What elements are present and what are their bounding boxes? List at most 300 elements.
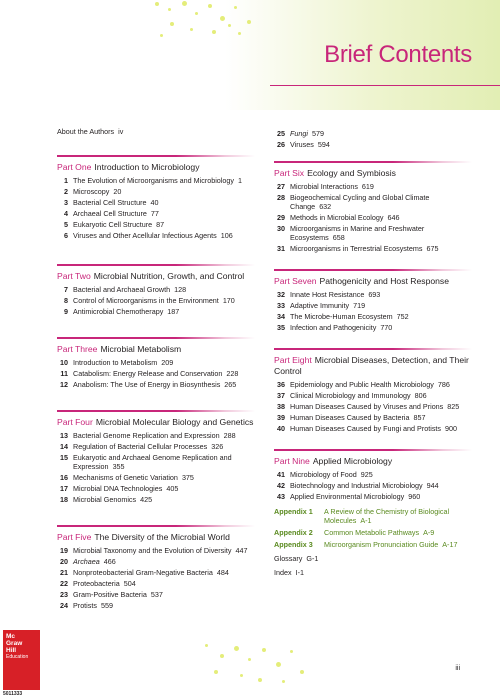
front-matter-label: About the Authors <box>57 127 115 136</box>
chapter-entry[interactable] <box>57 601 255 610</box>
chapter-page: 579 <box>311 129 324 138</box>
part-section <box>274 265 472 332</box>
chapter-page: 228 <box>226 369 239 378</box>
chapter-page: 504 <box>123 579 136 588</box>
chapter-page: 719 <box>353 301 366 310</box>
part-rule <box>57 337 255 339</box>
part-heading[interactable] <box>274 353 472 380</box>
chapter-title: Mechanisms of Genetic Variation <box>73 473 178 482</box>
chapter-number: 13 <box>60 431 68 440</box>
chapter-title: Infection and Pathogenicity <box>290 323 377 332</box>
chapter-entry[interactable] <box>57 568 255 577</box>
chapter-title: Catabolism: Energy Release and Conservation <box>73 369 223 378</box>
chapter-text <box>73 220 255 229</box>
part-title: Microbial Molecular Biology and Genetics <box>95 417 254 427</box>
page-number: iii <box>455 665 460 672</box>
chapter-title: Archaea <box>73 557 100 566</box>
decorative-dot <box>214 670 218 674</box>
chapter-number: 26 <box>277 140 285 149</box>
left-parts <box>57 151 255 610</box>
part-label: Part Seven <box>274 276 317 286</box>
decorative-dot <box>168 8 171 11</box>
part-label: Part Two <box>57 271 91 281</box>
part-title: Ecology and Symbiosis <box>307 168 396 178</box>
chapter-entry[interactable] <box>57 380 255 389</box>
chapter-number: 35 <box>277 323 285 332</box>
chapter-title: The Microbe-Human Ecosystem <box>290 312 393 321</box>
decorative-dot <box>238 32 241 35</box>
chapter-title: Proteobacteria <box>73 579 120 588</box>
decorative-dot <box>190 28 193 31</box>
chapter-title: Anabolism: The Use of Energy in Biosynthesis <box>73 380 221 389</box>
chapter-text <box>290 129 472 138</box>
chapter-page: 425 <box>140 495 153 504</box>
chapter-title: Microbial Taxonomy and the Evolution of Diversity <box>73 546 232 555</box>
chapter-text <box>290 301 472 310</box>
chapter-entry[interactable] <box>274 402 472 411</box>
toc-right-column <box>274 129 472 578</box>
part-label: Part Five <box>57 532 92 542</box>
chapter-entry[interactable] <box>274 193 472 211</box>
chapter-text <box>290 193 472 211</box>
appendix-text <box>324 540 472 549</box>
chapter-number: 8 <box>64 296 68 305</box>
chapter-entry[interactable] <box>274 492 472 501</box>
chapter-text <box>73 307 255 316</box>
chapter-entry[interactable] <box>57 220 255 229</box>
chapter-text <box>290 481 472 490</box>
chapter-page: 786 <box>437 380 450 389</box>
part-heading[interactable] <box>274 454 472 470</box>
chapter-text <box>73 484 255 493</box>
part-title: The Diversity of the Microbial World <box>94 532 230 542</box>
part-label: Part Four <box>57 417 93 427</box>
chapter-text <box>290 290 472 299</box>
chapter-text <box>73 358 255 367</box>
part-section <box>57 151 255 240</box>
chapter-title: Control of Microorganisms in the Environment <box>73 296 219 305</box>
page-title: Brief Contents <box>324 41 472 68</box>
chapter-page: 128 <box>174 285 187 294</box>
logo-line: Hill <box>6 647 17 654</box>
decorative-dot <box>282 680 285 683</box>
chapter-entry[interactable] <box>274 413 472 422</box>
chapter-page: 288 <box>223 431 236 440</box>
chapter-page: 632 <box>319 202 332 211</box>
chapter-page: 265 <box>224 380 237 389</box>
chapter-number: 16 <box>60 473 68 482</box>
part-heading[interactable] <box>57 530 255 546</box>
chapter-title: Microorganisms in Marine and Freshwater Ecosystems <box>290 224 425 242</box>
logo-line: Education <box>6 654 29 660</box>
chapter-number: 12 <box>60 380 68 389</box>
chapter-entry[interactable] <box>57 590 255 599</box>
chapter-page: 40 <box>150 198 159 207</box>
appendix-label: Appendix 2 <box>274 528 313 537</box>
chapter-entry[interactable] <box>274 391 472 400</box>
chapter-text <box>73 380 255 389</box>
decorative-dot <box>234 646 239 651</box>
chapter-title: Viruses <box>290 140 314 149</box>
chapter-title: Regulation of Bacterial Cellular Processes <box>73 442 208 451</box>
chapter-text <box>290 213 472 222</box>
chapter-entry[interactable] <box>57 442 255 451</box>
chapter-entry[interactable] <box>274 140 472 149</box>
chapter-number: 9 <box>64 307 68 316</box>
chapter-number: 21 <box>60 568 68 577</box>
decorative-dot <box>234 6 237 9</box>
chapter-title: Microbial DNA Technologies <box>73 484 163 493</box>
decorative-dot <box>220 654 224 658</box>
decorative-dot <box>300 670 304 674</box>
chapter-entry[interactable] <box>57 453 255 471</box>
chapter-page: 944 <box>426 481 439 490</box>
part-title: Microbial Metabolism <box>100 344 182 354</box>
decorative-dot <box>155 2 159 6</box>
chapter-text <box>290 492 472 501</box>
chapter-title: Fungi <box>290 129 308 138</box>
chapter-title: Applied Environmental Microbiology <box>290 492 405 501</box>
chapter-number: 7 <box>64 285 68 294</box>
decorative-dot <box>262 648 266 652</box>
part-label: Part Nine <box>274 456 310 466</box>
appendix-entry[interactable] <box>274 507 472 525</box>
chapter-title: Biotechnology and Industrial Microbiology <box>290 481 423 490</box>
part-heading[interactable] <box>57 269 255 285</box>
chapter-title: Microbiology of Food <box>290 470 357 479</box>
part-title: Pathogenicity and Host Response <box>319 276 449 286</box>
appendix-page: A-17 <box>442 540 458 549</box>
chapter-number: 28 <box>277 193 285 202</box>
chapter-page: 405 <box>166 484 179 493</box>
part-label: Part Three <box>57 344 98 354</box>
chapter-number: 39 <box>277 413 285 422</box>
part-rule <box>57 155 255 157</box>
chapter-number: 41 <box>277 470 285 479</box>
part-title: Applied Microbiology <box>312 456 393 466</box>
part-section <box>57 406 255 504</box>
decorative-dot <box>220 16 225 21</box>
part-section <box>57 521 255 610</box>
chapter-entry[interactable] <box>57 557 255 566</box>
logo-code: 5011333 <box>3 691 23 697</box>
chapter-number: 11 <box>60 369 68 378</box>
front-matter-item[interactable] <box>57 126 255 137</box>
chapter-page: 447 <box>235 546 248 555</box>
part-title: Microbial Nutrition, Growth, and Control <box>93 271 245 281</box>
back-matter-item[interactable] <box>274 553 472 564</box>
chapter-title: Methods in Microbial Ecology <box>290 213 384 222</box>
chapter-number: 33 <box>277 301 285 310</box>
chapter-text <box>290 312 472 321</box>
chapter-title: Human Diseases Caused by Viruses and Prions <box>290 402 444 411</box>
chapter-text <box>73 442 255 451</box>
chapter-entry[interactable] <box>57 546 255 555</box>
chapter-text <box>73 473 255 482</box>
chapter-entry[interactable] <box>57 285 255 294</box>
chapter-text <box>73 369 255 378</box>
chapter-number: 27 <box>277 182 285 191</box>
appendix-page: A-1 <box>360 516 372 525</box>
chapter-number: 29 <box>277 213 285 222</box>
chapter-number: 20 <box>60 557 68 566</box>
chapter-number: 42 <box>277 481 285 490</box>
continued-chapters <box>274 129 472 149</box>
chapter-page: 484 <box>216 568 229 577</box>
part-rule <box>274 449 472 451</box>
chapter-page: 900 <box>445 424 458 433</box>
decorative-dot <box>228 24 231 27</box>
chapter-title: Viruses and Other Acellular Infectious Agents <box>73 231 217 240</box>
chapter-entry[interactable] <box>274 182 472 191</box>
chapter-title: Microbial Genomics <box>73 495 137 504</box>
chapter-text <box>73 209 255 218</box>
chapter-page: 925 <box>360 470 373 479</box>
decorative-dot <box>205 644 208 647</box>
part-section <box>274 445 472 501</box>
chapter-number: 18 <box>60 495 68 504</box>
chapter-page: 619 <box>361 182 374 191</box>
appendix-page: A-9 <box>423 528 435 537</box>
chapter-number: 32 <box>277 290 285 299</box>
chapter-title: Introduction to Metabolism <box>73 358 158 367</box>
index-label: Index <box>274 568 292 577</box>
appendix-label: Appendix 3 <box>274 540 313 549</box>
chapter-text <box>73 285 255 294</box>
chapter-entry[interactable] <box>57 579 255 588</box>
chapter-page: 693 <box>368 290 381 299</box>
chapter-entry[interactable] <box>57 176 255 185</box>
decorative-dot <box>276 662 281 667</box>
part-title: Microbial Diseases, Detection, and Their Control <box>274 355 469 376</box>
chapter-text <box>290 413 472 422</box>
chapter-entry[interactable] <box>57 431 255 440</box>
chapter-page: 375 <box>181 473 194 482</box>
chapter-entry[interactable] <box>57 484 255 493</box>
chapter-title: Archaeal Cell Structure <box>73 209 147 218</box>
chapter-text <box>73 546 255 555</box>
chapter-number: 22 <box>60 579 68 588</box>
part-heading[interactable] <box>57 160 255 176</box>
chapter-entry[interactable] <box>274 380 472 389</box>
decorative-dot <box>195 12 198 15</box>
chapter-title: Innate Host Resistance <box>290 290 365 299</box>
chapter-number: 4 <box>64 209 68 218</box>
part-heading[interactable] <box>57 342 255 358</box>
chapter-page: 675 <box>426 244 439 253</box>
chapter-text <box>73 453 255 471</box>
chapter-entry[interactable] <box>57 187 255 196</box>
decorative-dot <box>258 678 262 682</box>
chapter-entry[interactable] <box>274 129 472 138</box>
chapter-number: 34 <box>277 312 285 321</box>
chapter-text <box>290 224 472 242</box>
chapter-page: 806 <box>414 391 427 400</box>
chapter-number: 3 <box>64 198 68 207</box>
part-section <box>57 260 255 316</box>
logo-line: Graw <box>6 640 23 647</box>
chapter-number: 30 <box>277 224 285 233</box>
chapter-number: 38 <box>277 402 285 411</box>
decorative-dot <box>160 34 163 37</box>
part-heading[interactable] <box>57 415 255 431</box>
chapter-entry[interactable] <box>274 244 472 253</box>
glossary-page: G-1 <box>306 554 319 563</box>
decorative-dot <box>247 20 251 24</box>
chapter-number: 14 <box>60 442 68 451</box>
chapter-number: 25 <box>277 129 285 138</box>
chapter-number: 24 <box>60 601 68 610</box>
part-rule <box>274 269 472 271</box>
appendix-text <box>324 528 472 537</box>
part-heading[interactable] <box>274 274 472 290</box>
chapter-text <box>73 198 255 207</box>
chapter-page: 77 <box>150 209 159 218</box>
chapter-entry[interactable] <box>274 301 472 310</box>
chapter-entry[interactable] <box>57 198 255 207</box>
chapter-entry[interactable] <box>274 290 472 299</box>
decorative-dot <box>212 30 216 34</box>
chapter-text <box>290 470 472 479</box>
chapter-entry[interactable] <box>57 296 255 305</box>
appendices <box>274 507 472 549</box>
chapter-text <box>73 431 255 440</box>
chapter-entry[interactable] <box>274 470 472 479</box>
chapter-page: 106 <box>220 231 233 240</box>
chapter-title: Clinical Microbiology and Immunology <box>290 391 411 400</box>
chapter-entry[interactable] <box>274 224 472 242</box>
decorative-dots-top <box>150 0 270 40</box>
part-heading[interactable] <box>274 166 472 182</box>
chapter-page: 658 <box>332 233 345 242</box>
back-matter-item[interactable] <box>274 567 472 578</box>
chapter-text <box>73 176 255 185</box>
chapter-title: Bacterial and Archaeal Growth <box>73 285 171 294</box>
decorative-dot <box>248 658 251 661</box>
chapter-text <box>73 568 255 577</box>
decorative-dot <box>170 22 174 26</box>
chapter-text <box>290 380 472 389</box>
part-rule <box>274 161 472 163</box>
chapter-page: 1 <box>238 176 242 185</box>
part-section <box>57 333 255 389</box>
chapter-text <box>73 590 255 599</box>
chapter-page: 537 <box>150 590 163 599</box>
chapter-title: Nonproteobacterial Gram-Negative Bacteria <box>73 568 213 577</box>
chapter-text <box>73 557 255 566</box>
chapter-page: 326 <box>211 442 224 451</box>
chapter-entry[interactable] <box>274 213 472 222</box>
index-page: I-1 <box>295 568 304 577</box>
chapter-title: Biogeochemical Cycling and Global Climate Change <box>290 193 430 211</box>
decorative-dots-bottom <box>200 640 310 690</box>
chapter-title: Microorganisms in Terrestrial Ecosystems <box>290 244 423 253</box>
chapter-text <box>290 244 472 253</box>
chapter-number: 19 <box>60 546 68 555</box>
decorative-dot <box>208 4 212 8</box>
chapter-title: Bacterial Genome Replication and Expression <box>73 431 220 440</box>
chapter-entry[interactable] <box>274 481 472 490</box>
chapter-number: 40 <box>277 424 285 433</box>
chapter-title: Microscopy <box>73 187 110 196</box>
chapter-page: 825 <box>447 402 460 411</box>
chapter-text <box>73 187 255 196</box>
chapter-title: Epidemiology and Public Health Microbiology <box>290 380 434 389</box>
chapter-entry[interactable] <box>57 209 255 218</box>
appendix-title: Microorganism Pronunciation Guide <box>324 540 439 549</box>
right-parts <box>274 157 472 501</box>
chapter-number: 43 <box>277 492 285 501</box>
chapter-page: 187 <box>167 307 180 316</box>
chapter-title: Eukaryotic and Archaeal Genome Replication and Expression <box>73 453 232 471</box>
chapter-number: 1 <box>64 176 68 185</box>
publisher-logo <box>3 630 40 690</box>
appendix-entry[interactable] <box>274 540 472 549</box>
chapter-number: 37 <box>277 391 285 400</box>
front-matter-page: iv <box>118 127 124 136</box>
chapter-number: 23 <box>60 590 68 599</box>
part-section <box>274 344 472 433</box>
chapter-entry[interactable] <box>57 358 255 367</box>
part-label: Part Six <box>274 168 305 178</box>
chapter-title: Human Diseases Caused by Bacteria <box>290 413 410 422</box>
title-rule <box>270 85 500 86</box>
appendix-entry[interactable] <box>274 528 472 537</box>
decorative-dot <box>182 1 187 6</box>
chapter-page: 87 <box>156 220 165 229</box>
decorative-dot <box>240 674 243 677</box>
chapter-text <box>73 579 255 588</box>
chapter-entry[interactable] <box>57 495 255 504</box>
part-title: Introduction to Microbiology <box>94 162 200 172</box>
appendix-label: Appendix 1 <box>274 507 313 516</box>
chapter-page: 770 <box>380 323 393 332</box>
appendix-title: Common Metabolic Pathways <box>324 528 420 537</box>
chapter-text <box>290 182 472 191</box>
chapter-text <box>73 495 255 504</box>
chapter-entry[interactable] <box>57 307 255 316</box>
chapter-number: 2 <box>64 187 68 196</box>
chapter-text <box>290 140 472 149</box>
chapter-entry[interactable] <box>57 369 255 378</box>
chapter-page: 209 <box>161 358 174 367</box>
chapter-text <box>73 601 255 610</box>
chapter-title: The Evolution of Microorganisms and Microbiology <box>73 176 234 185</box>
chapter-entry[interactable] <box>274 312 472 321</box>
chapter-text <box>73 231 255 240</box>
appendix-title: A Review of the Chemistry of Biological Molecules <box>324 507 450 525</box>
chapter-entry[interactable] <box>274 424 472 433</box>
chapter-number: 10 <box>60 358 68 367</box>
chapter-page: 857 <box>413 413 426 422</box>
chapter-title: Adaptive Immunity <box>290 301 350 310</box>
toc-left-column <box>57 126 255 612</box>
decorative-dot <box>290 650 293 653</box>
logo-line: Mc <box>6 633 16 640</box>
chapter-number: 5 <box>64 220 68 229</box>
chapter-entry[interactable] <box>57 231 255 240</box>
chapter-page: 20 <box>113 187 122 196</box>
chapter-number: 6 <box>64 231 68 240</box>
part-rule <box>274 348 472 350</box>
chapter-entry[interactable] <box>274 323 472 332</box>
chapter-title: Eukaryotic Cell Structure <box>73 220 153 229</box>
part-section <box>274 157 472 253</box>
part-label: Part Eight <box>274 355 312 365</box>
chapter-page: 559 <box>100 601 113 610</box>
chapter-title: Gram-Positive Bacteria <box>73 590 147 599</box>
chapter-entry[interactable] <box>57 473 255 482</box>
